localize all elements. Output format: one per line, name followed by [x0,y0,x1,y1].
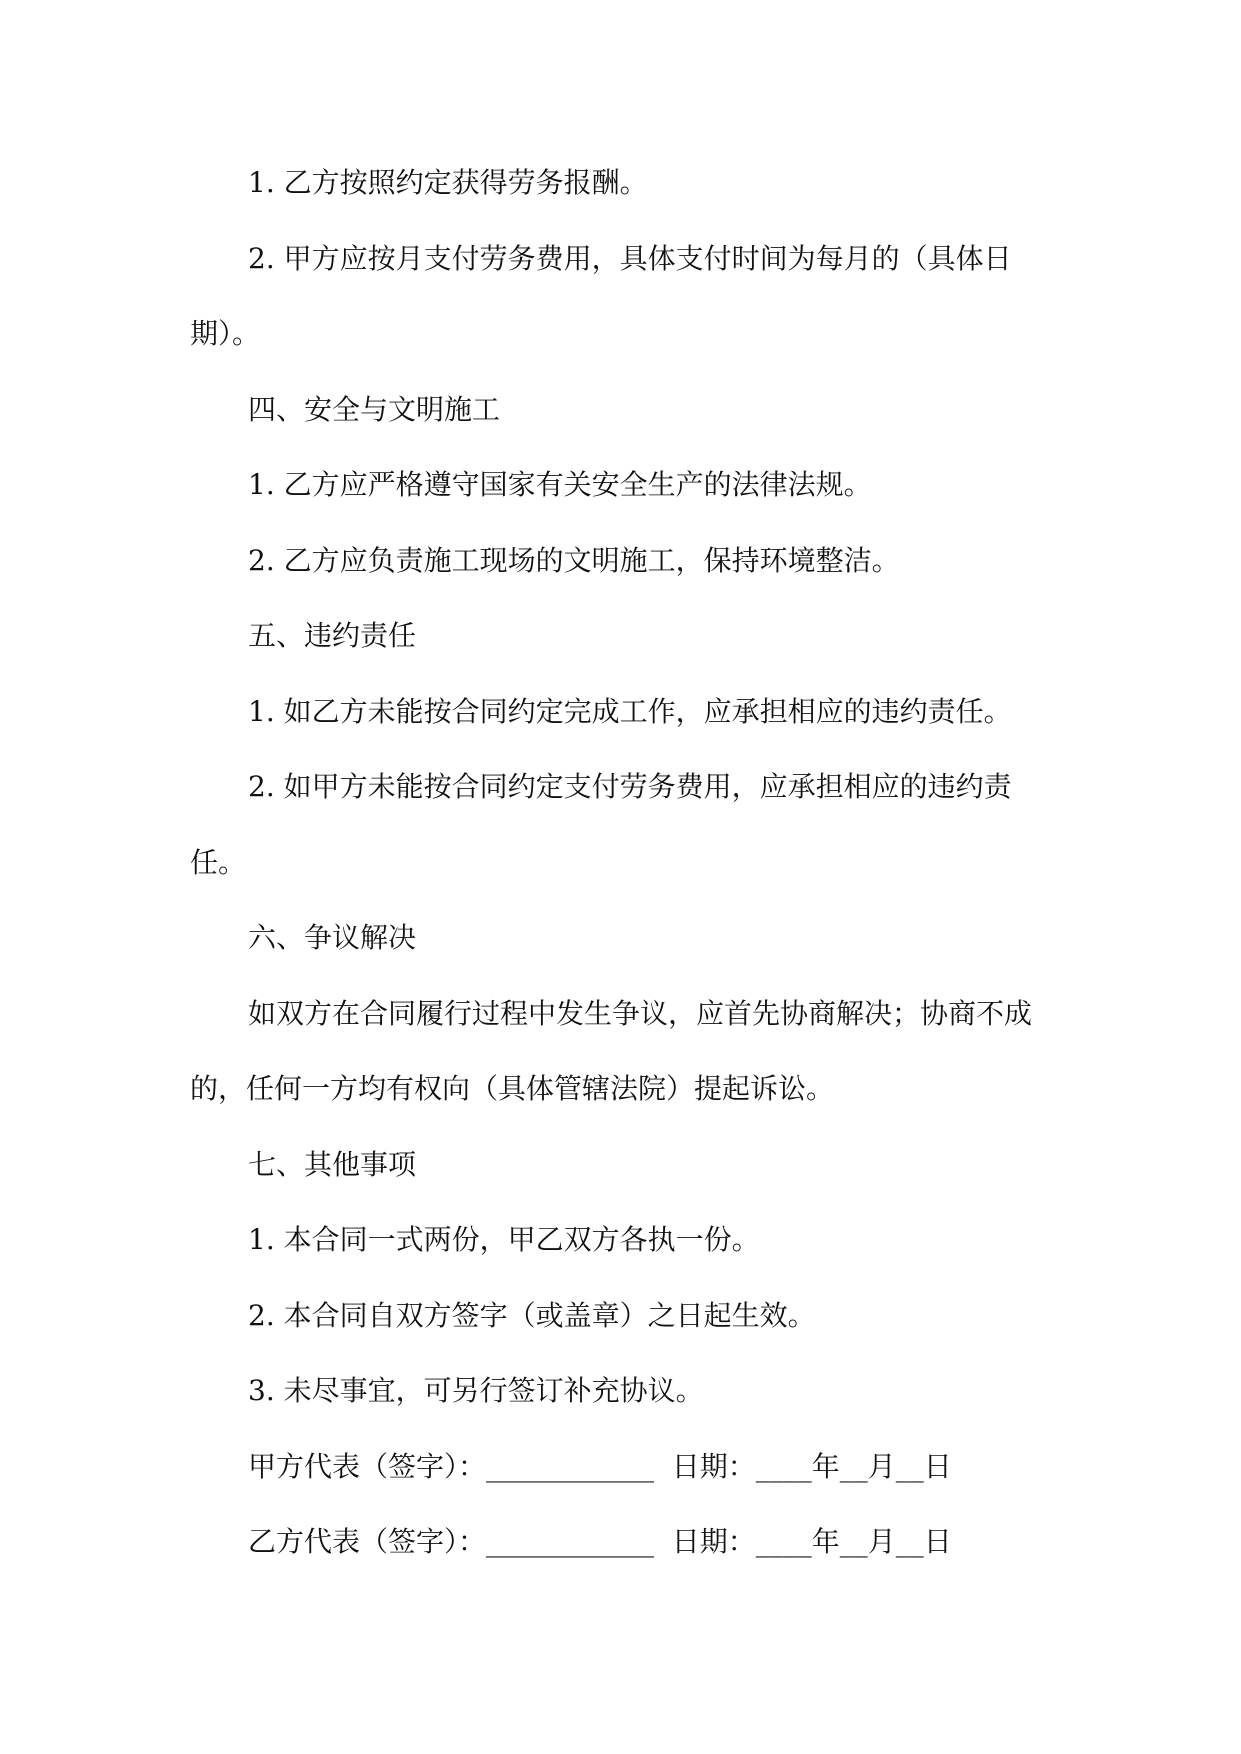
clause-4-item-2: 2. 乙方应负责施工现场的文明施工，保持环境整洁。 [248,543,900,577]
signature-line-party-b: 乙方代表（签字）：____________ 日期：____年__月__日 [248,1525,952,1558]
section-heading-dispute: 六、争议解决 [248,921,417,954]
section-heading-other: 七、其他事项 [248,1147,417,1181]
clause-6-text: 如双方在合同履行过程中发生争议，应首先协商解决；协商不成的，任何一方均有权向（具体管辖法院）提起诉讼。 [190,996,1033,1105]
section-heading-safety: 四、安全与文明施工 [248,392,501,426]
clause-4-item-1: 1. 乙方应严格遵守国家有关安全生产的法律法规。 [248,468,872,501]
clause-7-item-1: 1. 本合同一式两份，甲乙双方各执一份。 [248,1223,760,1256]
clause-3-item-2: 2. 甲方应按月支付劳务费用，具体支付时间为每月的（具体日期）。 [190,241,1012,350]
clause-5-item-2: 2. 如甲方未能按合同约定支付劳务费用，应承担相应的违约责任。 [190,770,1012,879]
document-body [190,145,1060,1580]
clause-7-item-2: 2. 本合同自双方签字（或盖章）之日起生效。 [248,1298,816,1332]
clause-7-item-3: 3. 未尽事宜，可另行签订补充协议。 [248,1374,704,1407]
signature-line-party-a: 甲方代表（签字）：____________ 日期：____年__月__日 [248,1449,952,1483]
section-heading-liability: 五、违约责任 [248,619,417,652]
clause-5-item-1: 1. 如乙方未能按合同约定完成工作，应承担相应的违约责任。 [248,694,1012,728]
clause-3-item-1: 1. 乙方按照约定获得劳务报酬。 [248,166,648,199]
